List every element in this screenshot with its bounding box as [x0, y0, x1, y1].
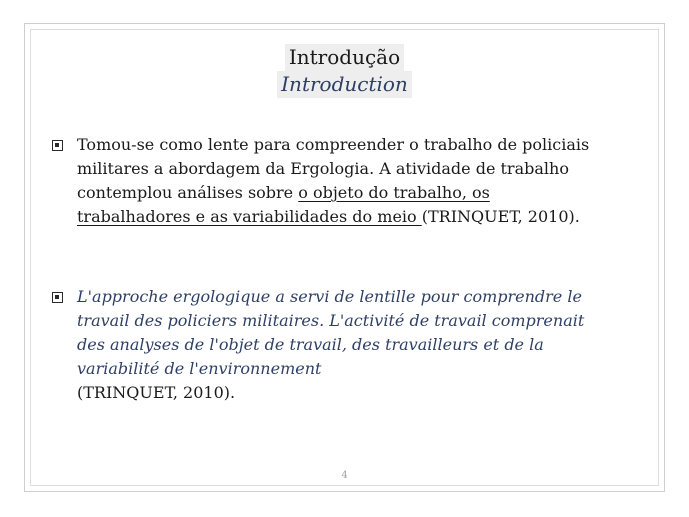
bullet-text-french: [77, 285, 592, 405]
bullet-pt-underlined: o objeto do trabalho, os trabalhadores e as variabilidades do meio: [77, 183, 490, 226]
square-bullet-icon: [52, 140, 63, 151]
bullet-portuguese: [52, 133, 592, 229]
square-bullet-icon: [52, 292, 63, 303]
bullet-text-portuguese: [77, 133, 592, 229]
bullet-fr-text: L'approche ergologique a servi de lentille pour comprendre le travail des policiers militaires. L'activité de travail comprenait des analyses de l'objet de travail, des travailleurs et de la variabilité de l'environnement: [77, 287, 585, 378]
bullet-fr-citation: (TRINQUET, 2010).: [77, 383, 236, 402]
bullet-pt-citation: (TRINQUET, 2010).: [421, 207, 580, 226]
title-block: [0, 44, 689, 98]
slide-subtitle: Introduction: [277, 71, 412, 98]
slide-title: Introdução: [285, 44, 404, 71]
page-number: 4: [341, 470, 348, 481]
bullet-pt-text: Tomou-se como lente para compreender o trabalho de policiais militares a abordagem da Ergologia. A atividade de trabalho contemplou análises sobre: [77, 135, 590, 202]
bullet-french: [52, 285, 592, 405]
